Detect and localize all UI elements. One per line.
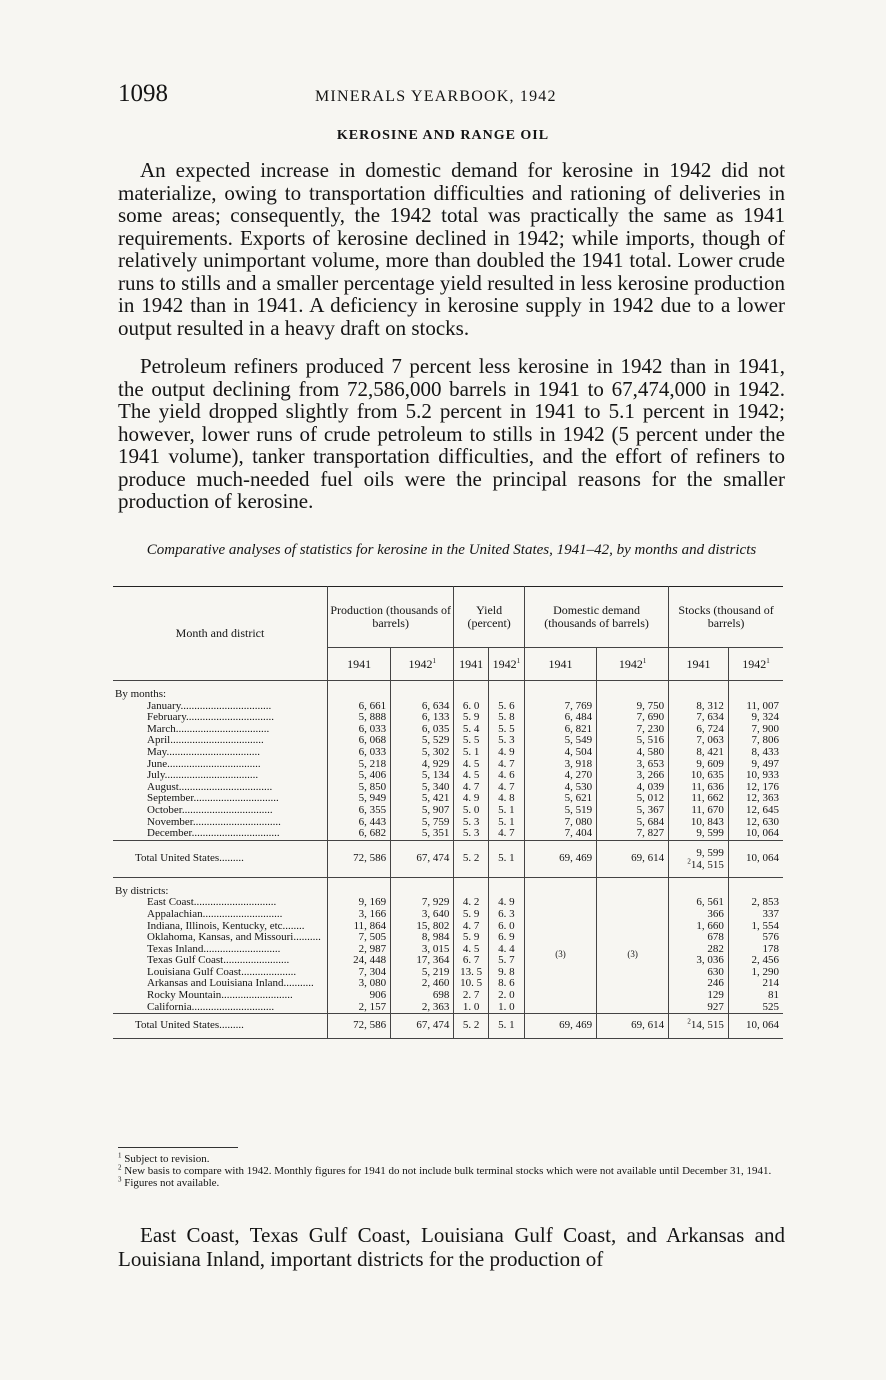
total-value: 10, 064 bbox=[728, 1014, 783, 1039]
cell-value: 10, 064 bbox=[728, 828, 783, 840]
total-value: 69, 614 bbox=[597, 1014, 669, 1039]
cell-value: 24, 448 bbox=[328, 955, 391, 967]
cell-value: 6, 561 bbox=[669, 897, 729, 909]
col-year: 1941 bbox=[669, 648, 729, 681]
cell-value: 178 bbox=[728, 944, 783, 956]
total-value: 72, 586 bbox=[328, 1014, 391, 1039]
cell-value: 8, 433 bbox=[728, 747, 783, 759]
cell-value: 2. 7 bbox=[454, 990, 489, 1002]
cell-value: 246 bbox=[669, 978, 729, 990]
cell-value: 6. 7 bbox=[454, 955, 489, 967]
row-label: September............................... bbox=[147, 793, 279, 805]
cell-value: 525 bbox=[728, 1002, 783, 1014]
total-row-months bbox=[113, 840, 783, 877]
cell-value: 9, 609 bbox=[669, 759, 729, 771]
cell-value: 10, 843 bbox=[669, 817, 729, 829]
table-row bbox=[113, 747, 783, 759]
cell-value: 7, 080 bbox=[524, 817, 596, 829]
cell-value: 5, 219 bbox=[391, 967, 454, 979]
cell-value: 11, 662 bbox=[669, 793, 729, 805]
footnote: $^2$ New basis to compare with 1942. Monthly figures for 1941 do not include bulk terminal stocks which were not available until December 31, 1941. bbox=[118, 1163, 772, 1177]
cell-value: 5, 367 bbox=[597, 805, 669, 817]
cell-value: 2, 853 bbox=[728, 897, 783, 909]
total-value: 69, 614 bbox=[597, 840, 669, 877]
cell-value: 9, 599 bbox=[669, 828, 729, 840]
cell-value: 4. 7 bbox=[488, 782, 524, 794]
row-label: January................................. bbox=[147, 700, 272, 712]
cell-value: 5. 6 bbox=[488, 701, 524, 713]
total-value: 72, 586 bbox=[328, 840, 391, 877]
cell-value: 3, 640 bbox=[391, 909, 454, 921]
cell-value: 2. 0 bbox=[488, 990, 524, 1002]
table-row bbox=[113, 770, 783, 782]
cell-value: 7, 900 bbox=[728, 724, 783, 736]
cell-value: 3, 015 bbox=[391, 944, 454, 956]
cell-value: 9, 169 bbox=[328, 897, 391, 909]
table-row bbox=[113, 1002, 783, 1014]
cell-value: 11, 007 bbox=[728, 701, 783, 713]
cell-value: 5. 5 bbox=[454, 735, 489, 747]
cell-value: 13. 5 bbox=[454, 967, 489, 979]
cell-value: 5, 134 bbox=[391, 770, 454, 782]
cell-value: 6, 033 bbox=[328, 724, 391, 736]
cell-value: 81 bbox=[728, 990, 783, 1002]
row-label: Texas Inland............................ bbox=[147, 943, 281, 955]
cell-value: 4, 270 bbox=[524, 770, 596, 782]
row-label: April.................................. bbox=[147, 735, 264, 747]
row-label: July.................................. bbox=[147, 770, 259, 782]
cell-value: 7, 230 bbox=[597, 724, 669, 736]
cell-value: 15, 802 bbox=[391, 921, 454, 933]
cell-value: 5, 340 bbox=[391, 782, 454, 794]
paragraph-2: Petroleum refiners produced 7 percent less kerosine in 1942 than in 1941, the output declining from 72,586,000 barrels in 1941 to 67,474,000 in 1942. The yield dropped slightly from 5.2 percent in 1941 to 5.1 percent in 1942; however, lower runs of crude petroleum to stills in 1942 (5 percent under the 1941 volume), tanker transportation difficulties, and the effort of refiners to produce much-needed fuel oils were the principal reasons for the smaller production of kerosine. bbox=[118, 354, 785, 513]
cell-value: 5, 684 bbox=[597, 817, 669, 829]
total-value: 5. 2 bbox=[454, 1014, 489, 1039]
row-label: East Coast.............................. bbox=[147, 897, 277, 909]
cell-value: 7, 929 bbox=[391, 897, 454, 909]
cell-value: 5. 9 bbox=[454, 909, 489, 921]
cell-value: 5. 9 bbox=[454, 932, 489, 944]
cell-value: 6, 033 bbox=[328, 747, 391, 759]
running-head: MINERALS YEARBOOK, 1942 bbox=[315, 88, 557, 105]
cell-value: 5. 8 bbox=[488, 712, 524, 724]
cell-value: 4, 929 bbox=[391, 759, 454, 771]
cell-value: 5, 529 bbox=[391, 735, 454, 747]
cell-value: 5, 302 bbox=[391, 747, 454, 759]
cell-value: 2, 363 bbox=[391, 1002, 454, 1014]
cell-value: 5. 3 bbox=[454, 817, 489, 829]
cell-value: 6. 9 bbox=[488, 932, 524, 944]
cell-value: 4. 5 bbox=[454, 759, 489, 771]
row-label: August.................................. bbox=[147, 781, 273, 793]
cell-value: 5. 7 bbox=[488, 955, 524, 967]
cell-value: 4. 6 bbox=[488, 770, 524, 782]
col-group-yield: Yield (percent) bbox=[454, 587, 525, 648]
row-label: May.................................. bbox=[147, 746, 260, 758]
cell-value: 6, 133 bbox=[391, 712, 454, 724]
cell-value: 6, 682 bbox=[328, 828, 391, 840]
cell-value: 927 bbox=[669, 1002, 729, 1014]
cell-value: 3, 653 bbox=[597, 759, 669, 771]
cell-value: 4. 7 bbox=[488, 828, 524, 840]
cell-value: 7, 063 bbox=[669, 735, 729, 747]
col-year: 1942$^1$ bbox=[391, 648, 454, 681]
paragraph-1: An expected increase in domestic demand for kerosine in 1942 did not materialize, owing to transportation difficulties and rationing of deliveries in some areas; consequently, the 1942 total was practically the same as 1941 requirements. Exports of kerosine declined in 1942; while imports, though of relatively unimportant volume, more than doubled the 1941 total. Lower crude runs to stills and a smaller percentage yield resulted in less kerosine production in 1942 than in 1941. A deficiency in kerosine supply in 1942 due to a lower output resulted in a heavy draft on stocks. bbox=[118, 158, 785, 340]
cell-value: 7, 827 bbox=[597, 828, 669, 840]
cell-value: 12, 363 bbox=[728, 793, 783, 805]
cell-value: 5. 9 bbox=[454, 712, 489, 724]
cell-value: 4. 5 bbox=[454, 770, 489, 782]
footnote: $^1$ Subject to revision. bbox=[118, 1151, 210, 1165]
total-value: 5. 1 bbox=[488, 1014, 524, 1039]
col-year: 1942$^1$ bbox=[728, 648, 783, 681]
cell-value: 5. 3 bbox=[488, 735, 524, 747]
col-year: 1942$^1$ bbox=[597, 648, 669, 681]
cell-value: 3, 266 bbox=[597, 770, 669, 782]
cell-value: 6, 634 bbox=[391, 701, 454, 713]
total-row-districts bbox=[113, 1014, 783, 1039]
cell-value: 2, 456 bbox=[728, 955, 783, 967]
cell-value: 12, 176 bbox=[728, 782, 783, 794]
cell-value: 5, 759 bbox=[391, 817, 454, 829]
cell-value: 698 bbox=[391, 990, 454, 1002]
cell-value: 214 bbox=[728, 978, 783, 990]
cell-value: 7, 304 bbox=[328, 967, 391, 979]
cell-value: 9, 750 bbox=[597, 701, 669, 713]
footnote: $^3$ Figures not available. bbox=[118, 1175, 220, 1189]
cell-value: 5, 516 bbox=[597, 735, 669, 747]
row-label: Rocky Mountain.......................... bbox=[147, 990, 293, 1002]
cell-value: 4. 8 bbox=[488, 793, 524, 805]
table-row bbox=[113, 909, 783, 921]
cell-value: 6, 484 bbox=[524, 712, 596, 724]
total-value: 67, 474 bbox=[391, 1014, 454, 1039]
section-title: KEROSINE AND RANGE OIL bbox=[336, 128, 550, 143]
cell-value: 5. 3 bbox=[454, 828, 489, 840]
col-year: 1941 bbox=[328, 648, 391, 681]
row-label: December................................ bbox=[147, 828, 280, 840]
cell-value: 4, 039 bbox=[597, 782, 669, 794]
section-label-months: By months: bbox=[115, 688, 167, 700]
total-stocks-1941: 9, 599 $^2$14, 515 bbox=[669, 840, 729, 877]
total-stocks-1941: $^2$14, 515 bbox=[669, 1014, 729, 1039]
footnotes bbox=[118, 1153, 785, 1189]
table-caption: Comparative analyses of statistics for kerosine in the United States, 1941–42, by months and districts bbox=[146, 542, 757, 558]
row-label: November................................ bbox=[147, 816, 281, 828]
row-label: October................................. bbox=[147, 804, 273, 816]
cell-value: 6, 821 bbox=[524, 724, 596, 736]
footnote-rule bbox=[118, 1147, 238, 1148]
cell-value: 5. 1 bbox=[488, 805, 524, 817]
table-row bbox=[113, 990, 783, 1002]
total-value: 69, 469 bbox=[524, 840, 596, 877]
cell-value: 576 bbox=[728, 932, 783, 944]
col-year: 1942$^1$ bbox=[488, 648, 524, 681]
row-label: Oklahoma, Kansas, and Missouri.......... bbox=[147, 932, 321, 944]
cell-value: 282 bbox=[669, 944, 729, 956]
cell-value: 12, 645 bbox=[728, 805, 783, 817]
not-available-note: (3) bbox=[597, 897, 669, 1013]
cell-value: 9. 8 bbox=[488, 967, 524, 979]
cell-value: 10. 5 bbox=[454, 978, 489, 990]
row-label: California.............................. bbox=[147, 1001, 275, 1013]
table-header-row-groups bbox=[113, 587, 783, 648]
section-label-districts: By districts: bbox=[115, 884, 169, 897]
total-value: 5. 1 bbox=[488, 840, 524, 877]
kerosine-stats-table bbox=[113, 586, 783, 1039]
cell-value: 5, 621 bbox=[524, 793, 596, 805]
cell-value: 4, 530 bbox=[524, 782, 596, 794]
table-row bbox=[113, 805, 783, 817]
row-label: Texas Gulf Coast........................ bbox=[147, 955, 290, 967]
cell-value: 4. 4 bbox=[488, 944, 524, 956]
cell-value: 5, 850 bbox=[328, 782, 391, 794]
cell-value: 17, 364 bbox=[391, 955, 454, 967]
row-label: June.................................. bbox=[147, 758, 261, 770]
cell-value: 4. 9 bbox=[488, 897, 524, 909]
table-row bbox=[113, 932, 783, 944]
col-group-stocks: Stocks (thousand of barrels) bbox=[669, 587, 783, 648]
cell-value: 2, 987 bbox=[328, 944, 391, 956]
cell-value: 5, 012 bbox=[597, 793, 669, 805]
cell-value: 7, 806 bbox=[728, 735, 783, 747]
cell-value: 4, 580 bbox=[597, 747, 669, 759]
total-value: 5. 2 bbox=[454, 840, 489, 877]
paragraph-3: East Coast, Texas Gulf Coast, Louisiana Gulf Coast, and Arkansas and Louisiana Inland, important districts for the production of bbox=[118, 1223, 785, 1271]
row-label: Indiana, Illinois, Kentucky, etc........ bbox=[147, 920, 305, 932]
cell-value: 11, 670 bbox=[669, 805, 729, 817]
cell-value: 4, 504 bbox=[524, 747, 596, 759]
page-number: 1098 bbox=[118, 80, 168, 107]
cell-value: 2, 157 bbox=[328, 1002, 391, 1014]
cell-value: 678 bbox=[669, 932, 729, 944]
cell-value: 1, 554 bbox=[728, 921, 783, 933]
cell-value: 5, 218 bbox=[328, 759, 391, 771]
cell-value: 5, 949 bbox=[328, 793, 391, 805]
cell-value: 4. 7 bbox=[454, 921, 489, 933]
cell-value: 12, 630 bbox=[728, 817, 783, 829]
cell-value: 5, 421 bbox=[391, 793, 454, 805]
not-available-note: (3) bbox=[524, 897, 596, 1013]
cell-value: 11, 864 bbox=[328, 921, 391, 933]
cell-value: 8. 6 bbox=[488, 978, 524, 990]
total-value: 69, 469 bbox=[524, 1014, 596, 1039]
cell-value: 7, 404 bbox=[524, 828, 596, 840]
cell-value: 5, 907 bbox=[391, 805, 454, 817]
cell-value: 5, 549 bbox=[524, 735, 596, 747]
cell-value: 129 bbox=[669, 990, 729, 1002]
cell-value: 906 bbox=[328, 990, 391, 1002]
col-group-demand: Domestic demand (thousands of barrels) bbox=[524, 587, 668, 648]
cell-value: 7, 690 bbox=[597, 712, 669, 724]
cell-value: 5. 1 bbox=[454, 747, 489, 759]
cell-value: 1. 0 bbox=[454, 1002, 489, 1014]
cell-value: 6. 3 bbox=[488, 909, 524, 921]
total-value: 67, 474 bbox=[391, 840, 454, 877]
cell-value: 11, 636 bbox=[669, 782, 729, 794]
cell-value: 8, 421 bbox=[669, 747, 729, 759]
col-year: 1941 bbox=[524, 648, 596, 681]
cell-value: 7, 634 bbox=[669, 712, 729, 724]
cell-value: 366 bbox=[669, 909, 729, 921]
row-label: Louisiana Gulf Coast.................... bbox=[147, 966, 297, 978]
cell-value: 6, 355 bbox=[328, 805, 391, 817]
cell-value: 5. 5 bbox=[488, 724, 524, 736]
total-label: Total United States......... bbox=[113, 840, 328, 877]
cell-value: 3, 036 bbox=[669, 955, 729, 967]
cell-value: 5. 1 bbox=[488, 817, 524, 829]
col-month-district: Month and district bbox=[113, 587, 328, 681]
cell-value: 3, 918 bbox=[524, 759, 596, 771]
cell-value: 3, 166 bbox=[328, 909, 391, 921]
total-label: Total United States......... bbox=[113, 1014, 328, 1039]
section-row bbox=[113, 689, 783, 701]
cell-value: 7, 505 bbox=[328, 932, 391, 944]
cell-value: 5. 0 bbox=[454, 805, 489, 817]
cell-value: 5. 4 bbox=[454, 724, 489, 736]
cell-value: 1, 290 bbox=[728, 967, 783, 979]
row-label: February................................ bbox=[147, 712, 274, 724]
cell-value: 6, 035 bbox=[391, 724, 454, 736]
cell-value: 4. 9 bbox=[454, 793, 489, 805]
cell-value: 6, 724 bbox=[669, 724, 729, 736]
total-value: 10, 064 bbox=[728, 840, 783, 877]
cell-value: 6, 661 bbox=[328, 701, 391, 713]
cell-value: 6. 0 bbox=[488, 921, 524, 933]
cell-value: 5, 406 bbox=[328, 770, 391, 782]
cell-value: 2, 460 bbox=[391, 978, 454, 990]
col-group-production: Production (thousands of barrels) bbox=[328, 587, 454, 648]
row-label: Appalachian............................. bbox=[147, 908, 283, 920]
cell-value: 4. 7 bbox=[454, 782, 489, 794]
cell-value: 10, 933 bbox=[728, 770, 783, 782]
cell-value: 5, 888 bbox=[328, 712, 391, 724]
row-label: Arkansas and Louisiana Inland........... bbox=[147, 978, 314, 990]
cell-value: 6. 0 bbox=[454, 701, 489, 713]
cell-value: 9, 324 bbox=[728, 712, 783, 724]
cell-value: 4. 5 bbox=[454, 944, 489, 956]
cell-value: 5, 351 bbox=[391, 828, 454, 840]
cell-value: 8, 312 bbox=[669, 701, 729, 713]
cell-value: 337 bbox=[728, 909, 783, 921]
cell-value: 630 bbox=[669, 967, 729, 979]
cell-value: 5, 519 bbox=[524, 805, 596, 817]
cell-value: 7, 769 bbox=[524, 701, 596, 713]
cell-value: 4. 9 bbox=[488, 747, 524, 759]
row-label: March.................................. bbox=[147, 723, 270, 735]
cell-value: 6, 068 bbox=[328, 735, 391, 747]
cell-value: 1, 660 bbox=[669, 921, 729, 933]
col-year: 1941 bbox=[454, 648, 489, 681]
cell-value: 10, 635 bbox=[669, 770, 729, 782]
cell-value: 1. 0 bbox=[488, 1002, 524, 1014]
cell-value: 4. 7 bbox=[488, 759, 524, 771]
cell-value: 9, 497 bbox=[728, 759, 783, 771]
cell-value: 8, 984 bbox=[391, 932, 454, 944]
cell-value: 6, 443 bbox=[328, 817, 391, 829]
cell-value: 4. 2 bbox=[454, 897, 489, 909]
table-row bbox=[113, 828, 783, 840]
cell-value: 3, 080 bbox=[328, 978, 391, 990]
